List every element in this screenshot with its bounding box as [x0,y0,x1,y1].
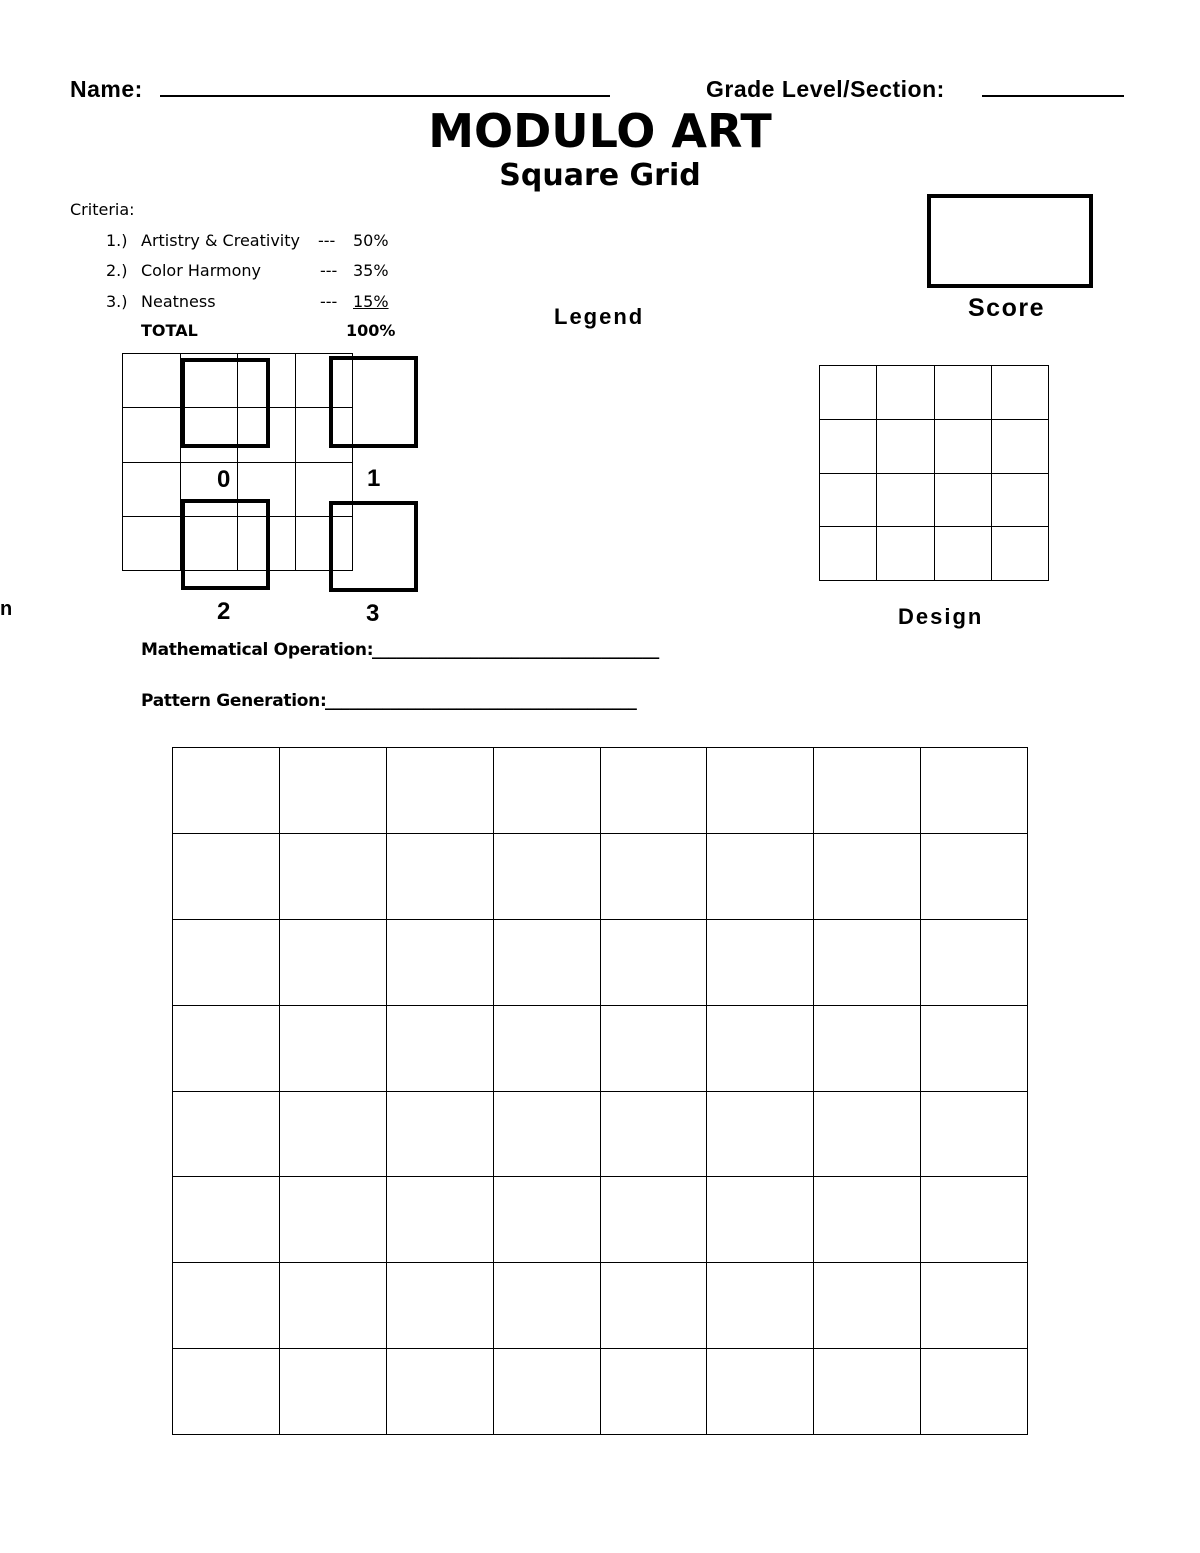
main-drawing-grid-cell[interactable] [386,919,493,1005]
criteria-1-dash: --- [318,231,336,250]
criteria-heading: Criteria: [70,200,135,219]
main-drawing-grid-cell[interactable] [814,1263,921,1349]
main-drawing-grid-cell[interactable] [173,1005,280,1091]
design-grid-cell [877,366,934,420]
main-drawing-grid-cell[interactable] [600,919,707,1005]
main-drawing-grid-cell[interactable] [173,919,280,1005]
main-drawing-grid-cell[interactable] [386,1263,493,1349]
design-grid [819,365,1049,581]
main-drawing-grid-cell[interactable] [921,1263,1028,1349]
criteria-3-pct: 15% [353,292,389,311]
legend-thin-grid-cell [123,408,181,462]
criteria-1-num: 1.) [106,231,128,250]
main-drawing-grid-cell[interactable] [600,1091,707,1177]
main-drawing-grid-cell[interactable] [173,1091,280,1177]
design-grid-cell [934,419,991,473]
grade-level-blank-line[interactable] [982,95,1124,97]
main-drawing-grid-cell[interactable] [921,1091,1028,1177]
score-label: Score [968,294,1045,322]
design-grid-cell [820,419,877,473]
legend-digit-2: 2 [217,598,231,625]
design-grid-cell [991,473,1048,527]
main-drawing-grid-cell[interactable] [386,1091,493,1177]
main-drawing-grid-cell[interactable] [814,1349,921,1435]
main-drawing-grid-cell[interactable] [814,1177,921,1263]
edge-text-fragment: n [0,598,13,620]
main-drawing-grid-cell[interactable] [386,833,493,919]
main-drawing-grid-cell[interactable] [707,833,814,919]
design-grid-cell [820,527,877,581]
legend-thin-grid-cell [123,462,181,516]
legend-thin-grid-cell [123,516,181,570]
main-drawing-grid-cell[interactable] [493,1177,600,1263]
main-drawing-grid-cell[interactable] [279,919,386,1005]
main-drawing-grid-cell[interactable] [921,748,1028,834]
criteria-total-pct: 100% [346,321,396,340]
criteria-3-num: 3.) [106,292,128,311]
criteria-total-label: TOTAL [141,321,198,340]
legend-digit-1: 1 [367,465,381,492]
design-grid-cell [934,366,991,420]
main-drawing-grid-cell[interactable] [600,1263,707,1349]
main-drawing-grid-cell[interactable] [921,833,1028,919]
main-drawing-grid[interactable] [172,747,1028,1435]
main-drawing-grid-cell[interactable] [173,748,280,834]
design-grid-cell [991,527,1048,581]
design-grid-cell [934,473,991,527]
main-drawing-grid-cell[interactable] [707,1177,814,1263]
criteria-1-label: Artistry & Creativity [141,231,300,250]
main-drawing-grid-cell[interactable] [279,1091,386,1177]
criteria-3-label: Neatness [141,292,216,311]
main-drawing-grid-cell[interactable] [386,1177,493,1263]
criteria-2-label: Color Harmony [141,261,261,280]
main-drawing-grid-cell[interactable] [707,919,814,1005]
main-drawing-grid-cell[interactable] [707,1091,814,1177]
main-drawing-grid-cell[interactable] [279,1177,386,1263]
main-drawing-grid-cell[interactable] [279,1349,386,1435]
design-grid-cell [991,419,1048,473]
main-drawing-grid-cell[interactable] [814,748,921,834]
math-operation-label: Mathematical Operation: [141,640,374,660]
pattern-generation-blank[interactable]: ______________________________________ [325,691,637,711]
criteria-2-num: 2.) [106,261,128,280]
main-drawing-grid-cell[interactable] [814,1005,921,1091]
main-drawing-grid-cell[interactable] [707,748,814,834]
main-drawing-grid-cell[interactable] [814,833,921,919]
main-drawing-grid-cell[interactable] [707,1349,814,1435]
main-drawing-grid-cell[interactable] [279,1263,386,1349]
main-drawing-grid-cell[interactable] [921,1005,1028,1091]
pattern-generation-label: Pattern Generation: [141,691,327,711]
grade-level-label: Grade Level/Section: [706,76,945,102]
main-drawing-grid-cell[interactable] [600,1177,707,1263]
criteria-1-pct: 50% [353,231,389,250]
main-drawing-grid-cell[interactable] [493,1349,600,1435]
math-operation-blank[interactable]: ___________________________________ [372,640,660,660]
design-grid-cell [877,419,934,473]
design-label: Design [898,604,984,629]
legend-square-1 [329,356,418,448]
name-blank-line[interactable] [160,95,610,97]
design-grid-cell [820,366,877,420]
main-drawing-grid-cell[interactable] [814,1091,921,1177]
main-drawing-grid-cell[interactable] [386,748,493,834]
criteria-3-dash: --- [320,292,338,311]
main-drawing-grid-cell[interactable] [173,1263,280,1349]
main-drawing-grid-cell[interactable] [814,919,921,1005]
legend-label: Legend [554,304,645,329]
main-drawing-grid-cell[interactable] [600,833,707,919]
legend-square-0 [181,358,270,448]
main-drawing-grid-cell[interactable] [173,833,280,919]
page-title: MODULO ART [428,104,772,158]
main-drawing-grid-cell[interactable] [600,748,707,834]
main-drawing-grid-cell[interactable] [600,1349,707,1435]
main-drawing-grid-cell[interactable] [493,1091,600,1177]
main-drawing-grid-cell[interactable] [921,1177,1028,1263]
main-drawing-grid-cell[interactable] [921,919,1028,1005]
design-grid-cell [934,527,991,581]
legend-thin-grid-cell [123,354,181,408]
main-drawing-grid-cell[interactable] [493,748,600,834]
main-drawing-grid-cell[interactable] [493,1263,600,1349]
score-box[interactable] [927,194,1093,288]
criteria-2-dash: --- [320,261,338,280]
main-drawing-grid-cell[interactable] [173,1177,280,1263]
design-grid-cell [877,473,934,527]
main-drawing-grid-cell[interactable] [173,1349,280,1435]
main-drawing-grid-cell[interactable] [493,833,600,919]
main-drawing-grid-cell[interactable] [921,1349,1028,1435]
page-subtitle: Square Grid [499,158,701,193]
main-drawing-grid-cell[interactable] [600,1005,707,1091]
design-grid-cell [991,366,1048,420]
legend-square-3 [329,501,418,592]
name-label: Name: [70,76,143,102]
main-drawing-grid-cell[interactable] [279,748,386,834]
main-drawing-grid-cell[interactable] [386,1349,493,1435]
legend-digit-3: 3 [366,600,380,627]
design-grid-cell [877,527,934,581]
main-drawing-grid-cell[interactable] [279,833,386,919]
main-drawing-grid-cell[interactable] [707,1005,814,1091]
main-drawing-grid-cell[interactable] [279,1005,386,1091]
legend-square-2 [181,499,270,590]
legend-digit-0: 0 [217,466,231,493]
criteria-2-pct: 35% [353,261,389,280]
main-drawing-grid-cell[interactable] [386,1005,493,1091]
design-grid-cell [820,473,877,527]
main-drawing-grid-cell[interactable] [493,1005,600,1091]
main-drawing-grid-cell[interactable] [493,919,600,1005]
main-drawing-grid-cell[interactable] [707,1263,814,1349]
